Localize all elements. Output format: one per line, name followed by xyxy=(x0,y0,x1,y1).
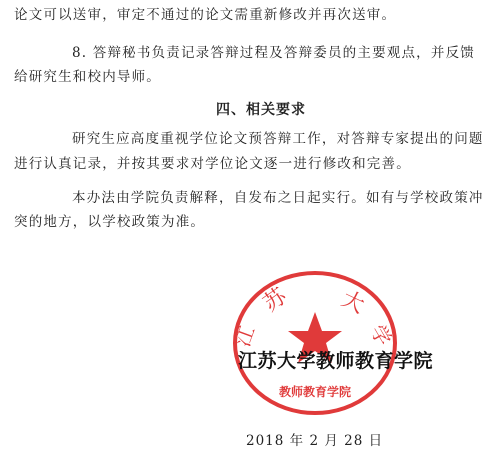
seal-char: 江 xyxy=(230,322,260,350)
paragraph-line: 突的地方，以学校政策为准。 xyxy=(14,214,206,230)
seal-char: 学 xyxy=(365,320,397,350)
paragraph-line: 论文可以送审，审定不通过的论文需重新修改并再次送审。 xyxy=(14,7,397,23)
paragraph-line: 进行认真记录，并按其要求对学位论文逐一进行修改和完善。 xyxy=(14,156,411,172)
section-heading: 四、相关要求 xyxy=(216,102,306,118)
official-seal xyxy=(220,268,410,418)
signing-date: 2018 年 2 月 28 日 xyxy=(246,433,384,449)
signing-organization: 江苏大学教师教育学院 xyxy=(238,350,434,372)
seal-bottom-text: 教师教育学院 xyxy=(278,385,352,399)
paragraph-line: 本办法由学院负责解释，自发布之日起实行。如有与学校政策冲 xyxy=(72,190,484,206)
paragraph-line: 研究生应高度重视学位论文预答辩工作，对答辩专家提出的问题 xyxy=(72,131,484,147)
paragraph-line: 8. 答辩秘书负责记录答辩过程及答辩委员的主要观点，并反馈 xyxy=(72,45,475,61)
seal-char: 大 xyxy=(337,286,368,319)
seal-char: 苏 xyxy=(259,283,292,317)
paragraph-line: 给研究生和校内导师。 xyxy=(14,69,161,85)
